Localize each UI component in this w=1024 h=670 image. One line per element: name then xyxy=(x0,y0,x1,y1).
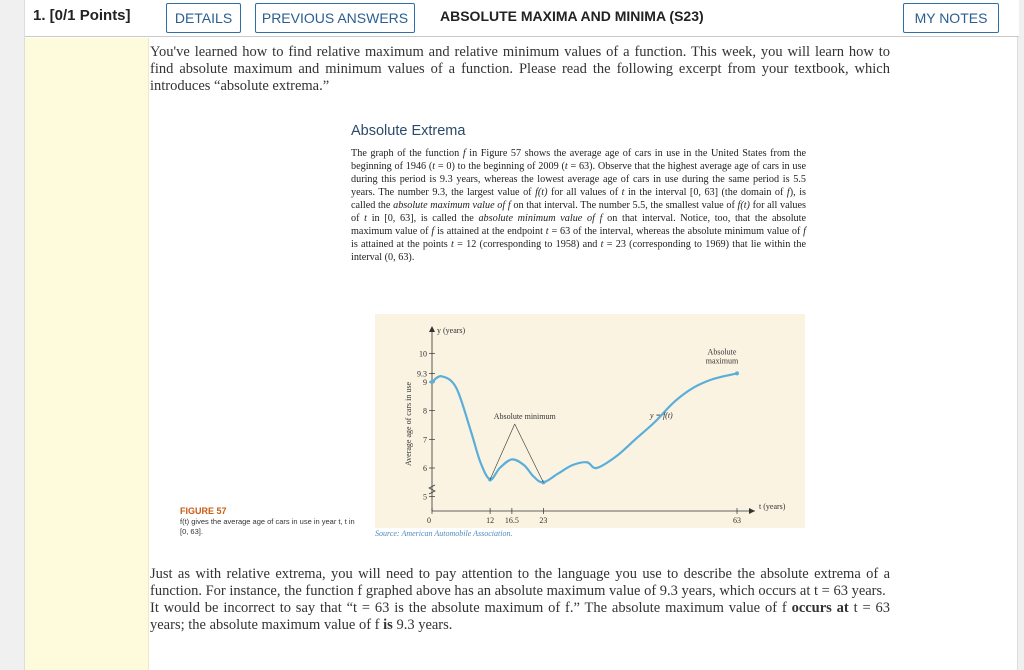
data-point xyxy=(488,477,492,481)
annotation-absolute-minimum: Absolute minimum xyxy=(493,412,556,421)
excerpt-text: on that interval. The number 5.5, the smallest value of xyxy=(510,200,738,211)
annotation-absolute-maximum: Absolute xyxy=(707,347,737,357)
x-axis-arrow xyxy=(749,508,755,514)
excerpt-var: f(t) xyxy=(535,187,548,198)
data-point xyxy=(735,371,739,375)
excerpt-text: is attained at the endpoint xyxy=(434,226,546,237)
question-points: 1. [0/1 Points] xyxy=(33,7,131,24)
figure-source: Source: American Automobile Association. xyxy=(375,529,513,538)
outro-text-span: It would be incorrect to say that “t = 63 is the absolute maximum of f.” The absolute maximum value of f xyxy=(150,600,792,616)
annotation-pointer xyxy=(490,424,515,479)
excerpt-paragraph xyxy=(351,147,806,264)
y-side-label: Average age of cars in use xyxy=(404,381,413,467)
excerpt-text: in Figure 57 shows the average age of cars in use in the United States from the beginning of 1946 ( xyxy=(351,148,806,172)
excerpt-text: = 0) to the beginning of 2009 ( xyxy=(435,161,565,172)
absolute-maximum-term: absolute maximum value of f xyxy=(393,200,511,211)
data-point xyxy=(430,380,434,384)
y-tick-label: 9 xyxy=(423,378,427,387)
annotation-pointer xyxy=(515,424,544,482)
outro-text-span: t = 63 years; the absolute maximum value of f xyxy=(150,600,890,633)
figure-caption: f(t) gives the average age of cars in use in year t, t in [0, 63]. xyxy=(180,517,355,536)
y-tick-label: 8 xyxy=(423,406,427,416)
intro-paragraph: You've learned how to find relative maximum and relative minimum values of a function. This week, you will learn how to find absolute maximum and minimum values of a function. Please read the following excerpt from your textbook, which introduces “absolute extrema.” xyxy=(150,44,890,94)
excerpt-var: t xyxy=(545,226,549,237)
details-button[interactable]: DETAILS xyxy=(166,3,241,33)
excerpt-text: in the interval [0, 63] (the domain of xyxy=(624,187,787,198)
outro-text xyxy=(150,566,890,634)
chart-annotations xyxy=(490,347,739,482)
excerpt-var: f xyxy=(431,226,435,237)
annotation-function-label: y = f(t) xyxy=(650,411,673,420)
excerpt-var: t xyxy=(600,239,604,250)
x-tick-label: 63 xyxy=(733,516,741,525)
excerpt-text: for all values of xyxy=(351,200,807,224)
annotation-absolute-maximum: maximum xyxy=(705,356,739,366)
y-axis-label: y (years) xyxy=(437,326,466,335)
figure-57-chart xyxy=(375,314,805,528)
question-header xyxy=(25,0,1019,37)
y-tick-label: 9.3 xyxy=(417,369,427,379)
chart-svg xyxy=(375,314,805,528)
y-tick-label: 7 xyxy=(423,435,427,445)
excerpt-text: for all values of xyxy=(547,187,622,198)
excerpt-text: ), is called the xyxy=(351,187,806,211)
excerpt-text: = 12 (corresponding to 1958) and xyxy=(453,239,601,250)
excerpt-var: t xyxy=(621,187,625,198)
series-line-f xyxy=(432,373,737,482)
x-tick-label: 0 xyxy=(427,516,431,525)
excerpt-var: f(t) xyxy=(737,200,750,211)
excerpt-text: = 63 of the interval, whereas the absolute minimum value of xyxy=(548,226,804,237)
chart-axes xyxy=(429,326,755,514)
x-tick-label: 12 xyxy=(486,516,495,525)
previous-answers-button[interactable]: PREVIOUS ANSWERS xyxy=(255,3,415,33)
outro-text-span: 9.3 years. xyxy=(392,617,453,633)
excerpt-var: f xyxy=(786,187,790,198)
excerpt-var: t xyxy=(432,161,436,172)
absolute-minimum-term: absolute minimum value of f xyxy=(478,213,603,224)
x-axis-label: t (years) xyxy=(759,502,786,511)
excerpt-text: is attained at the points xyxy=(351,239,452,250)
excerpt-title: Absolute Extrema xyxy=(351,123,466,139)
y-axis-arrow xyxy=(429,326,435,332)
excerpt-var: t xyxy=(451,239,454,250)
x-tick-label: 23 xyxy=(539,516,548,525)
excerpt-text: The graph of the function xyxy=(351,148,463,159)
x-tick-label: 16.5 xyxy=(504,516,519,525)
y-tick-label: 5 xyxy=(423,492,427,502)
y-tick-label: 10 xyxy=(419,349,427,359)
y-tick-label: 6 xyxy=(423,464,427,473)
excerpt-var: f xyxy=(803,226,806,237)
left-answer-bar xyxy=(25,38,149,670)
excerpt-var: t xyxy=(364,213,368,224)
excerpt-text: = 63). Observe that the highest average age of cars in use during this period is 9.3 years, whereas the lowest average age of cars in use during the same period is 5.5 years. The number 9.3, the largest value of xyxy=(351,161,806,198)
excerpt-var: t xyxy=(564,161,568,172)
excerpt-text: on that interval. Notice, too, that the absolute maximum value of xyxy=(351,213,806,237)
my-notes-button[interactable]: MY NOTES xyxy=(903,3,999,33)
axis-break xyxy=(429,485,435,494)
assignment-title: ABSOLUTE MAXIMA AND MINIMA (S23) xyxy=(440,8,704,24)
outro-paragraph-2 xyxy=(150,600,890,634)
excerpt-var: f xyxy=(462,148,466,159)
excerpt-text: in [0, 63], is called the xyxy=(367,213,479,224)
excerpt-text: = 23 (corresponding to 1969) that lie within the interval (0, 63). xyxy=(351,239,806,263)
outro-bold-occurs-at: occurs at xyxy=(791,600,849,616)
figure-label: FIGURE 57 xyxy=(180,506,227,516)
outro-paragraph-1: Just as with relative extrema, you will need to pay attention to the language you use to describe the absolute extrema of a function. For instance, the function f graphed above has an absolute maximum value of 9.3 years, which occurs at t = 63 years. xyxy=(150,566,890,599)
outro-bold-is: is xyxy=(383,617,393,633)
